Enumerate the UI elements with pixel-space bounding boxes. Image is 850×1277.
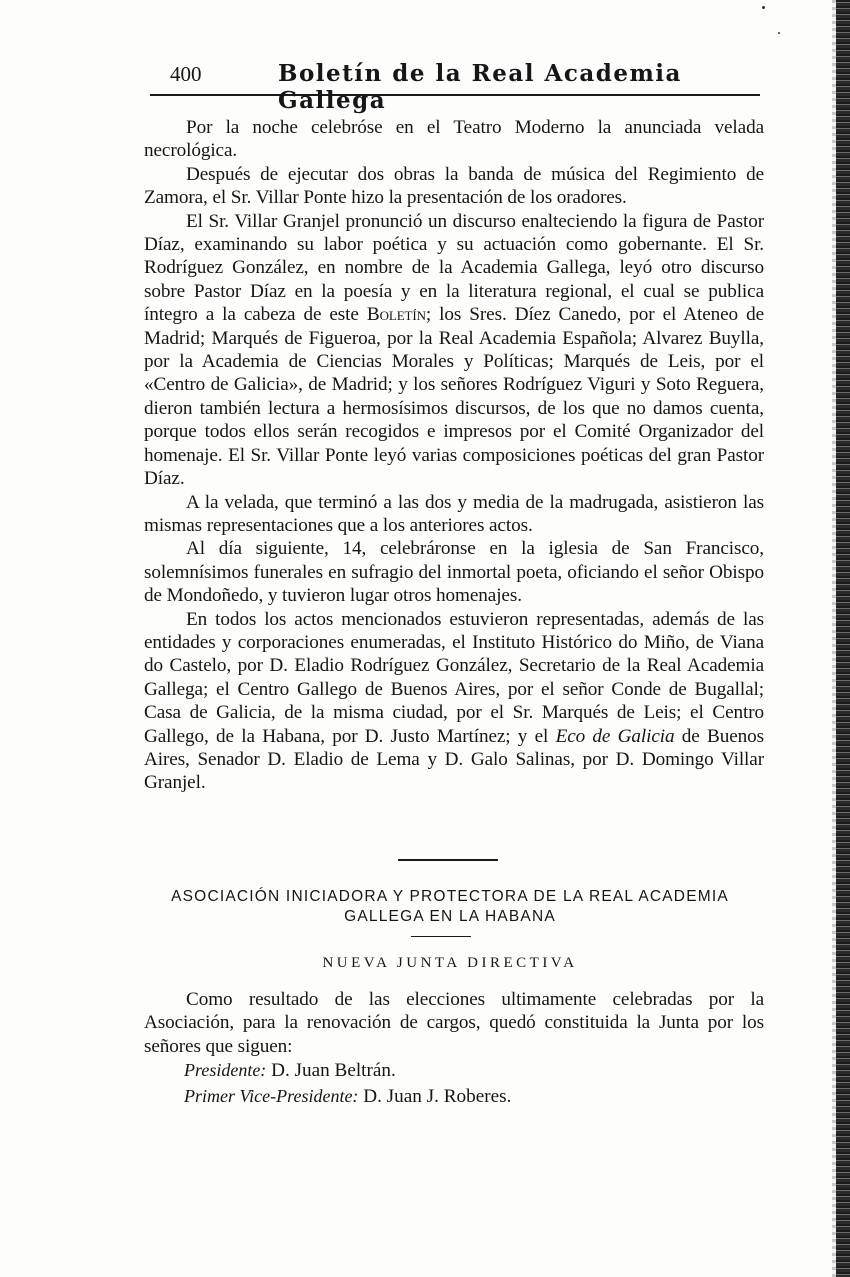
section-divider xyxy=(398,859,498,861)
publication-title: Eco de Galicia xyxy=(555,725,675,747)
paragraph-text: A la velada, que terminó a las dos y media de la madrugada, asistieron las mismas representaciones que a los anteriores actos. xyxy=(144,491,764,536)
paragraph-text: Por la noche celebróse en el Teatro Moderno la anunciada velada necrológica. xyxy=(144,117,764,162)
body-paragraph xyxy=(144,210,764,491)
paragraph-text: En todos los actos mencionados estuvieron representadas, además de las entidades y corporaciones enumeradas, el Instituto Histórico do Miño, de Viana do Castelo, por D. Eladio Rodríguez González, Secretario de la Real Academia Gallega; el Centro Gallego de Buenos Aires, por el señor Conde de Bugallal; Casa de Galicia, de la misma ciudad, por el Sr. Marqués de Leis; el Centro Gallego, de la Habana, por D. Justo Martínez; y el xyxy=(144,608,764,747)
officer-role: Presidente: xyxy=(184,1060,267,1081)
scan-speck xyxy=(778,32,780,34)
page-number: 400 xyxy=(170,62,202,86)
paragraph-text: Después de ejecutar dos obras la banda de música del Regimiento de Zamora, el Sr. Villar Ponte hizo la presentación de los oradores. xyxy=(144,163,764,209)
section-body xyxy=(144,988,764,1109)
officer-line xyxy=(144,1058,764,1084)
subsection-title: NUEVA JUNTA DIRECTIVA xyxy=(322,955,578,971)
scan-edge-border xyxy=(836,0,850,1277)
body-paragraph xyxy=(144,163,764,210)
officer-role: Primer Vice-Presidente: xyxy=(184,1085,359,1106)
section-intro-paragraph: Como resultado de las elecciones ultimamente celebradas por la Asociación, para la renovación de cargos, quedó constituida la Junta por los señores que siguen: xyxy=(144,989,764,1057)
scan-speck xyxy=(762,6,765,9)
title-underline xyxy=(411,936,471,937)
officer-name: D. Juan Beltrán. xyxy=(271,1060,396,1082)
paragraph-text: ; los Sres. Díez Canedo, por el Ateneo de Madrid; Marqués de Figueroa, por la Real Academia Española; Alvarez Buylla, por la Academia de Ciencias Morales y Políticas; Marqués de Leis, por el «Centro de Galicia», de Madrid; y los señores Rodríguez Viguri y Soto Reguera, dieron también lectura a hermosísimos discursos, de los que no damos cuenta, porque todos ellos serán recogidos e impresos por el Comité Organizador del homenaje. El Sr. Villar Ponte leyó varias composiciones poéticas del gran Pastor Díaz. xyxy=(144,304,764,490)
page-header xyxy=(150,60,760,114)
running-title: Boletín de la Real Academia Gallega xyxy=(278,60,682,114)
paragraph-text: El Sr. Villar Granjel pronunció un discurso enalteciendo la figura de Pastor Díaz, examinando su labor poética y su actuación como gobernante. El Sr. Rodríguez González, en nombre de la Academia Gallega, leyó otro discurso sobre Pastor Díaz en la poesía y en la literatura regional, el cual se publica íntegro a la cabeza de este xyxy=(144,210,764,326)
section-title-line: GALLEGA EN LA HABANA xyxy=(344,907,556,925)
journal-name: Boletín xyxy=(366,304,426,326)
body-paragraph xyxy=(144,537,764,607)
officer-line xyxy=(144,1084,764,1110)
paragraph-text: de Buenos Aires, Senador D. Eladio de Lema y D. Galo Salinas, por D. Domingo Villar Granjel. xyxy=(144,725,764,794)
body-paragraph xyxy=(144,491,764,538)
section-title xyxy=(150,887,750,926)
paragraph-text: Al día siguiente, 14, celebráronse en la iglesia de San Francisco, solemnísimos funerales en sufragio del inmortal poeta, oficiando el señor Obispo de Mondoñedo, y tuvieron lugar otros homenajes. xyxy=(144,538,764,607)
section-title-line: ASOCIACIÓN INICIADORA Y PROTECTORA DE LA REAL ACADEMIA xyxy=(171,888,729,905)
body-paragraph xyxy=(144,116,764,163)
officer-name: D. Juan J. Roberes. xyxy=(363,1085,512,1107)
article-body xyxy=(144,116,764,795)
body-paragraph xyxy=(144,608,764,795)
